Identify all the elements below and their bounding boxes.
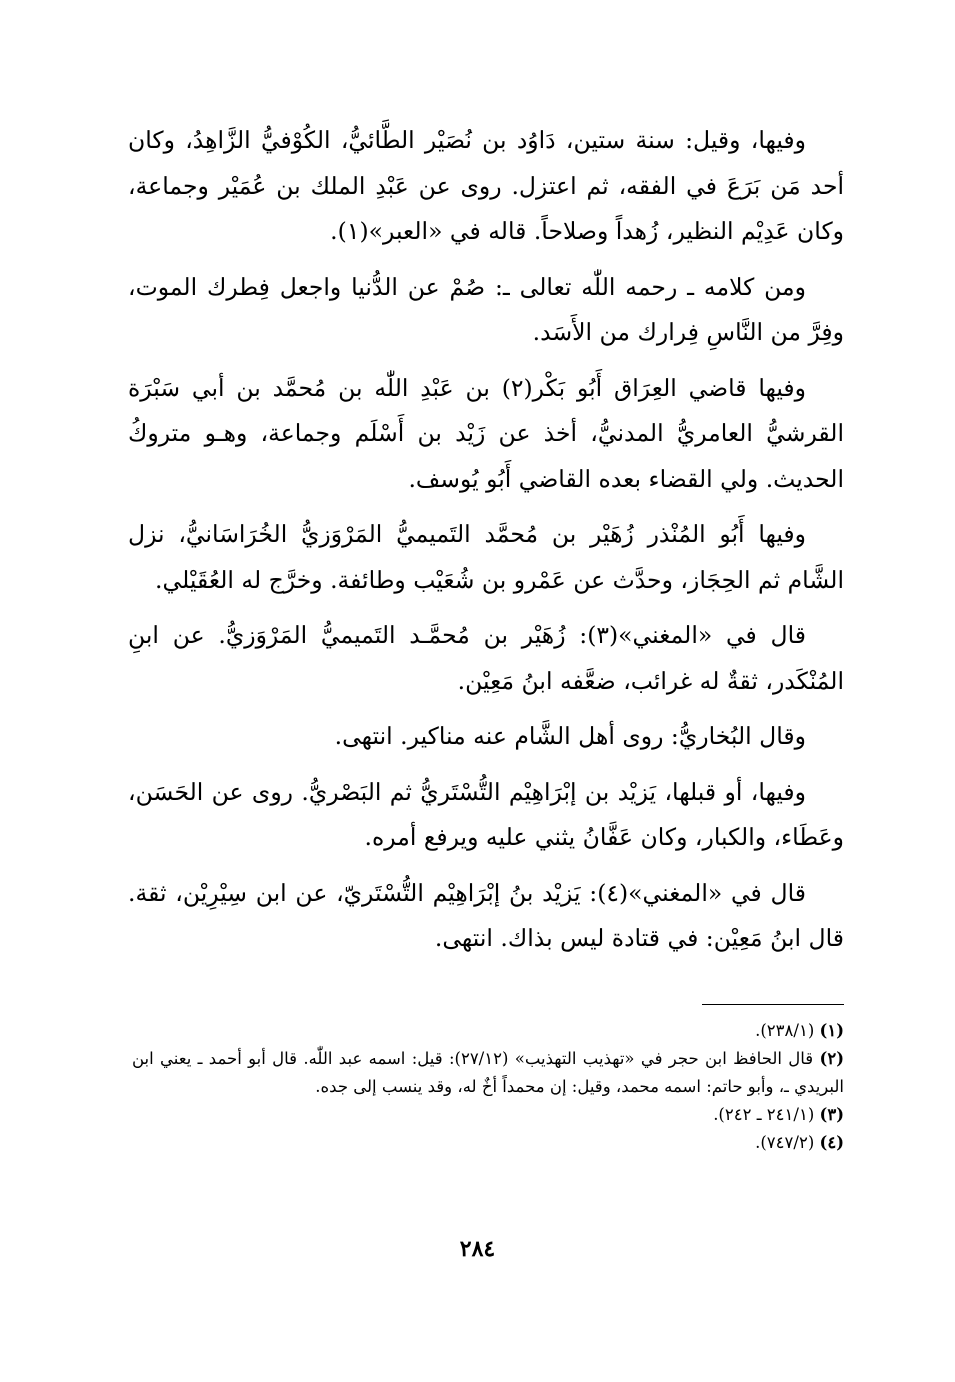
paragraph: ومن كلامه ـ رحمه اللّٰه تعالى ـ: صُمْ عن الدُّنيا واجعل فِطرك الموت، وفِرَّ من النَّاسِ فِرارك من الأَسَد. xyxy=(128,272,844,346)
paragraph: قال في «المغني»(٣): زُهَيْر بن مُحمَّـد التَميميُّ المَرْوَزيُّ. عن ابنِ المُنْكَدر، ثقةٌ له غرائب، ضعَّفه ابنُ مَعِيْن. xyxy=(128,621,844,695)
main-text xyxy=(128,118,844,972)
page-number: ٢٨٤ xyxy=(459,1236,496,1262)
paragraph: وفيها، وقيل: سنة ستين، دَاوُد بن نُصَيْر الطَّائيُّ، الكُوْفيُّ الزَّاهِدُ، وكان أحد مَن بَرَعَ في الفقه، ثم اعتزل. روى عن عَبْدِ الملك بن عُمَيْر وجماعة، وكان عَدِيْم النظير، زُهداً وصلاحاً. قاله في «العبر»(١). xyxy=(128,126,844,245)
paragraph: وقال البُخاريُّ: روى أهل الشَّام عنه مناكير. انتهى. xyxy=(334,722,806,750)
footnote-text: (٢٣٨/١). xyxy=(755,1021,815,1040)
paragraph: وفيها، أو قبلها، يَزيْد بن إبْرَاهِيْم التُّسْتَريُّ ثم البَصْريُّ. روى عن الحَسَن، وعَطَاء، والكبار، وكان عَفَّانُ يثني عليه ويرفع أمره. xyxy=(128,777,844,851)
footnote xyxy=(132,1101,844,1129)
paragraph: وفيها قاضي العِرَاق أَبُو بَكْر(٢) بن عَبْدِ اللّٰه بن مُحمَّد بن أبي سَبْرَة القرشيُّ العامريُّ المدنيُّ، أخذ عن زَيْد بن أَسْلَم وجماعة، وهـو متروكُ الحديث. ولي القضاء بعده القاضي أَبُو يُوسف. xyxy=(128,373,844,493)
footnote-text: قال الحافظ ابن حجر في «تهذيب التهذيب» (٢٧/١٢): قيل: اسمه عبد اللّٰه. قال أبو أحمد ـ يعني ابن البريدي ـ، وأبو حاتم: اسمه محمد، وقيل: إن محمداً أخٌ له، وقد ينسب إلى جده. xyxy=(132,1049,844,1096)
footnote xyxy=(132,1045,844,1101)
paragraph: وفيها أَبُو المُنْذر زُهَيْر بن مُحمَّد التَميميُّ المَرْوَزيُّ الخُرَاسَانيُّ، نزل الشَّام ثم الحِجَاز، وحدَّث عن عَمْرو بن شُعَيْب وطائفة. وخرَّج له العُقَيْلي. xyxy=(128,520,844,594)
footnotes xyxy=(132,1017,844,1157)
footnote-number: (٤) xyxy=(819,1133,844,1152)
footnote-number: (١) xyxy=(819,1021,844,1040)
footnote-text: (٧٤٧/٢). xyxy=(755,1133,815,1152)
footnote xyxy=(132,1017,844,1045)
footnote-text: (٢٤١/١ ـ ٢٤٢). xyxy=(713,1105,815,1124)
footnote-separator xyxy=(702,1004,844,1005)
footnote xyxy=(132,1129,844,1157)
footnote-number: (٢) xyxy=(819,1049,844,1068)
footnote-number: (٣) xyxy=(819,1105,844,1124)
paragraph: قال في «المغني»(٤): يَزيْد بنُ إبْرَاهِيْم التُّسْتَريّ، عن ابن سِيْرِيْن، ثقة. قال ابنُ مَعِيْن: في قتادة ليس بذاك. انتهى. xyxy=(128,878,844,952)
